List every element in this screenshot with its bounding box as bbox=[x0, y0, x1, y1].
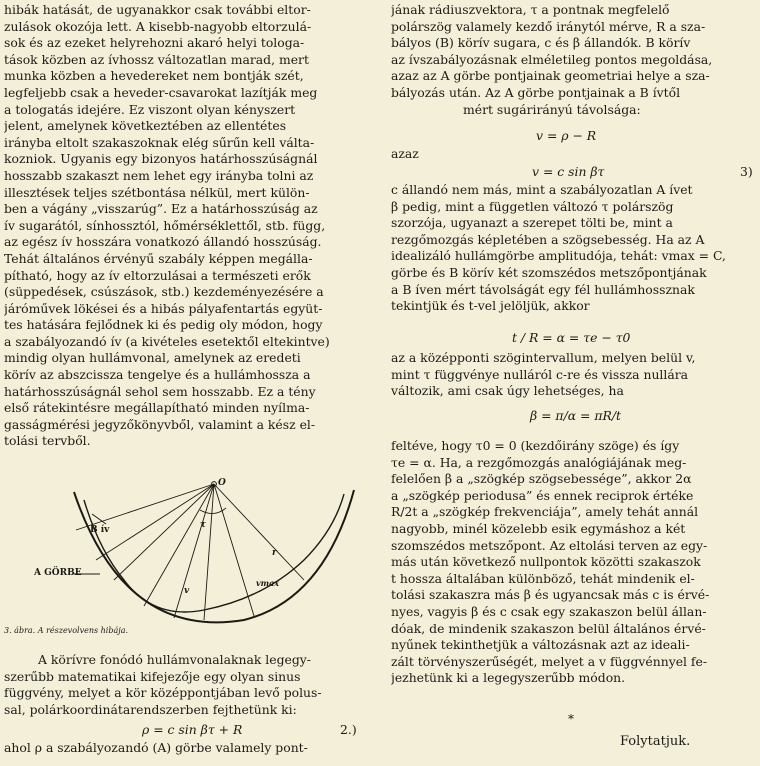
text-line: A körívre fonódó hullámvonalaknak legegy- bbox=[38, 652, 311, 667]
text-line: az ívszabályozásnak elméletileg pontos megoldása, bbox=[391, 51, 713, 67]
text-line: jezhetünk ki a legegyszerűbb módon. bbox=[391, 670, 626, 686]
left-lower-text bbox=[4, 652, 372, 718]
formula-v2: v = c sin βτ bbox=[532, 164, 605, 179]
text-line: zált törvényszerűségét, melyet a v függvénnyel fe- bbox=[391, 653, 708, 669]
right-column-bottom bbox=[391, 438, 757, 687]
a-gorbe-label: A GÖRBE bbox=[34, 568, 82, 578]
text-line: rezgőmozgás képletében a szögsebesség. Ha az A bbox=[391, 231, 705, 247]
text-line: más után következő nullpontok közötti szakaszok bbox=[391, 554, 701, 570]
text-line: azaz az A görbe pontjainak geometriai helye a sza- bbox=[391, 68, 710, 84]
text-line: a tologatás idejére. Ez viszont olyan kényszert bbox=[4, 101, 296, 117]
text-line: bályozás után. Az A görbe pontjainak a B ívtől bbox=[391, 84, 681, 100]
text-line: tolási szakaszra más β és ugyancsak más c is érvé- bbox=[391, 587, 710, 603]
tau-label: τ bbox=[200, 520, 207, 530]
text-line: nyűnek tekinthetjük a változásnak azt az ideali- bbox=[391, 637, 690, 653]
text-line: pítható, hogy az ív eltorzulásai a természeti erők bbox=[4, 267, 311, 283]
o-label: O bbox=[218, 478, 226, 488]
formula-3-number: 3) bbox=[740, 164, 753, 179]
text-line: tások közben az ívhossz változatlan marad, mert bbox=[4, 51, 309, 67]
b-iv-label: B ív bbox=[90, 525, 110, 535]
figure-caption: 3. ábra. A részevolvens hibája. bbox=[4, 626, 129, 635]
text-line: az egész ív hosszára vonatkozó állandó hosszúság. bbox=[4, 234, 322, 250]
text-line: feltéve, hogy τ0 = 0 (kezdőirány szöge) és így bbox=[391, 438, 680, 453]
left-column-text bbox=[4, 2, 372, 450]
r-label: r bbox=[272, 548, 277, 558]
vmax-label: vmax bbox=[256, 578, 280, 588]
text-line: hibák hatását, de ugyanakkor csak további eltor- bbox=[4, 2, 311, 17]
text-line: mindig olyan hullámvonal, amelynek az eredeti bbox=[4, 350, 301, 366]
formula-alpha: t / R = α = τe − τ0 bbox=[512, 330, 631, 345]
formula-2-number: 2.) bbox=[340, 722, 357, 737]
text-line: járóművek lökései és a hibás pályafentartás együt- bbox=[4, 300, 323, 316]
text-line: a „szögkép periodusa” és ennek reciprok értéke bbox=[391, 487, 694, 503]
text-line: felelően β a „szögkép szögsebessége”, akkor 2α bbox=[391, 471, 692, 487]
section-asterisk: * bbox=[568, 712, 574, 726]
right-column-mid2 bbox=[391, 350, 757, 400]
text-line: szomszédos metszőpont. Az eltolási terven az egy- bbox=[391, 537, 708, 553]
text-line: határhosszúságnál sehol sem hosszabb. Ez a tény bbox=[4, 383, 316, 399]
text-line: c állandó nem más, mint a szabályozatlan A ívet bbox=[391, 182, 693, 197]
text-line: bályos (B) körív sugara, c és β állandók. B körív bbox=[391, 35, 691, 51]
text-line: tes hatására fejlődnek ki és pedig oly módon, hogy bbox=[4, 317, 323, 333]
closing-text: Folytatjuk. bbox=[620, 734, 691, 749]
text-line: dóak, de mindenik szakaszon belül általános érvé- bbox=[391, 620, 706, 636]
a-curve bbox=[84, 494, 344, 612]
text-line: munka közben a hevedereket nem bontják szét, bbox=[4, 68, 304, 84]
text-line: nagyobb, minél közelebb esik egymáshoz a két bbox=[391, 520, 686, 536]
right-column-mid bbox=[391, 182, 757, 315]
tau-arc bbox=[200, 508, 226, 514]
text-line: tekintjük és t-vel jelöljük, akkor bbox=[391, 298, 590, 314]
text-line: görbe és B körív két szomszédos metszőpontjának bbox=[391, 264, 707, 280]
text-line: kozniok. Ugyanis egy bizonyos határhosszúságnál bbox=[4, 151, 318, 167]
v-label: v bbox=[184, 586, 190, 596]
text-line: sal, polárkoordinátarendszerben fejthetünk ki: bbox=[4, 701, 297, 717]
text-line: a B íven mért távolságát egy fél hullámhossznak bbox=[391, 281, 695, 297]
text-line: zulások okozója lett. A kisebb-nagyobb eltorzulá- bbox=[4, 18, 312, 34]
text-line: jelent, amelynek következtében az ellentétes bbox=[4, 118, 287, 134]
evolvent-figure bbox=[4, 470, 372, 638]
text-line: szorzója, ugyanazt a szerepet tölti be, mint a bbox=[391, 215, 673, 231]
text-line: Tehát általános érvényű szabály képpen megálla- bbox=[4, 250, 313, 266]
text-line: mért sugárirányú távolsága: bbox=[463, 101, 641, 117]
text-line: azaz bbox=[391, 146, 419, 161]
text-line: sok és az ezeket helyrehozni akaró helyi tologa- bbox=[4, 35, 305, 51]
text-line: nyes, vagyis β és c csak egy szakaszon belül állan- bbox=[391, 603, 707, 619]
text-line: polárszög valamely kezdő iránytól mérve, R a sza- bbox=[391, 18, 706, 34]
text-line: irányba eltolt szakaszoknak elég sűrűn kell válta- bbox=[4, 134, 315, 150]
right-column-text bbox=[391, 2, 757, 118]
text-line: t hossza általában különböző, tehát mindenik el- bbox=[391, 570, 695, 586]
text-line: tolási tervből. bbox=[4, 433, 91, 449]
text-line: hosszabb szakaszt nem lehet egy irányba tolni az bbox=[4, 167, 314, 183]
text-line: τe = α. Ha, a rezgőmozgás analógiájának meg- bbox=[391, 454, 687, 470]
text-line: illesztések teljes szétbontása nélkül, mert külön- bbox=[4, 184, 310, 200]
text-line: szerűbb matematikai kifejezője egy olyan sinus bbox=[4, 668, 301, 684]
formula-2: ρ = c sin βτ + R bbox=[142, 722, 243, 737]
text-line: függvény, melyet a kör középpontjában levő polus- bbox=[4, 685, 322, 701]
text-line: β pedig, mint a független változó τ polárszög bbox=[391, 198, 674, 214]
text-line: változik, ami csak úgy lehetséges, ha bbox=[391, 383, 624, 399]
text-line: a szabályozandó ív (a kivételes esetektől eltekintve) bbox=[4, 333, 330, 349]
text-line: körív az abszcissza tengelye és a hullámhossza a bbox=[4, 367, 311, 383]
formula-beta: β = π/α = πR/t bbox=[530, 408, 621, 423]
text-line: (süppedések, csúszások, stb.) kezdeményezésére a bbox=[4, 284, 324, 300]
formula-v1: v = ρ − R bbox=[536, 128, 597, 143]
text-line: ben a vágány „visszarúg”. Ez a határhosszúság az bbox=[4, 201, 318, 217]
text-line: mint τ függvénye nulláról c-re és vissza nullára bbox=[391, 366, 689, 382]
text-line: ahol ρ a szabályozandó (A) görbe valamely pont- bbox=[4, 740, 308, 755]
text-line: az a középponti szögintervallum, melyen belül v, bbox=[391, 350, 696, 365]
text-line: első rátekintésre megállapítható minden nyílma- bbox=[4, 400, 310, 416]
text-line: R/2t a „szögkép frekvenciája”, amely tehát annál bbox=[391, 504, 699, 520]
text-line: jának rádiuszvektora, τ a pontnak megfelelő bbox=[391, 2, 670, 17]
radial-lines bbox=[76, 484, 304, 620]
text-line: legfeljebb csak a heveder-csavarokat lazítják meg bbox=[4, 84, 318, 100]
text-line: ív sugarától, sínhossztól, hőmérséklettől, stb. függ, bbox=[4, 217, 326, 233]
text-line: gasságmérési jegyzőkönyvből, valamint a kész el- bbox=[4, 416, 316, 432]
b-arc bbox=[74, 490, 354, 622]
text-line: idealizáló hullámgörbe amplitudója, tehát: vmax = C, bbox=[391, 248, 726, 264]
